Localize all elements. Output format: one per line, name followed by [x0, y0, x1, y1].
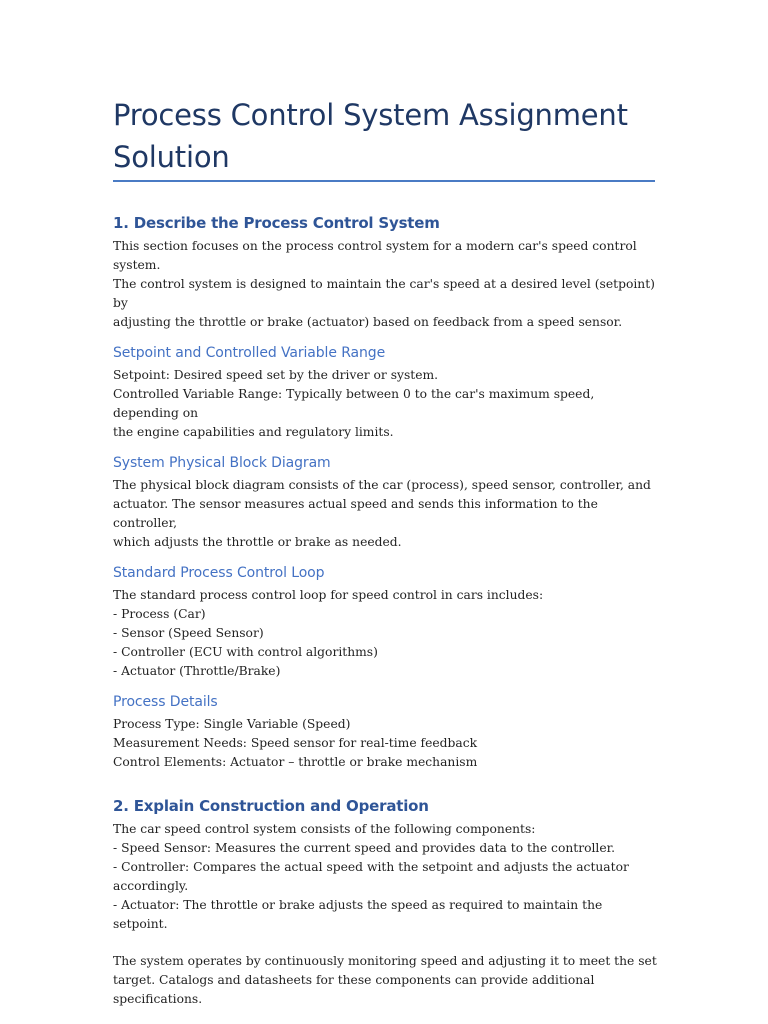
subsection-heading-block-diagram: System Physical Block Diagram	[113, 455, 331, 471]
subsection-setpoint-range	[113, 340, 658, 442]
subsection-control-loop	[113, 560, 658, 681]
section-text-1: This section focuses on the process control system for a modern car's speed control system. The control system is designed to maintain the car's speed at a desired level (setpoint) by adjusting the throttle or brake (actuator) based on feedback from a speed sensor.	[113, 239, 655, 329]
subsection-process-details	[113, 689, 658, 772]
subsection-block-diagram	[113, 450, 658, 552]
document-page	[113, 0, 658, 1024]
subsection-text-block-diagram: The physical block diagram consists of the car (process), speed sensor, controller, and actuator. The sensor measures actual speed and sends this information to the controller, which adjusts the throttle or brake as needed.	[113, 478, 651, 549]
section-heading-1: 1. Describe the Process Control System	[113, 214, 440, 232]
section-heading-2: 2. Explain Construction and Operation	[113, 797, 429, 815]
document-title: Process Control System Assignment Solution	[113, 98, 628, 174]
title-divider	[113, 180, 655, 182]
subsection-text-control-loop: The standard process control loop for speed control in cars includes: - Process (Car) - Sensor (Speed Sensor) - Controller (ECU with control algorithms) - Actuator (Throttle/Brake)	[113, 588, 544, 678]
section-text-2: The car speed control system consists of the following components: - Speed Sensor: Measures the current speed and provides data to the controller. - Controller: Compares the actual speed with the setpoint and adjusts the actuator accordingly. - Actuator: The throttle or brake adjusts the speed as required to maintain the setpoint.	[113, 822, 629, 931]
subsection-heading-control-loop: Standard Process Control Loop	[113, 565, 325, 581]
subsection-text-setpoint: Setpoint: Desired speed set by the driver or system. Controlled Variable Range: Typically between 0 to the car's maximum speed, depending on the engine capabilities and regulatory limits.	[113, 368, 595, 439]
section-construction-operation	[113, 792, 658, 1009]
section-describe-process-control	[113, 209, 658, 332]
section-text-2-operation: The system operates by continuously monitoring speed and adjusting it to meet the set target. Catalogs and datasheets for these components can provide additional specifications.	[113, 954, 657, 1006]
subsection-heading-process-details: Process Details	[113, 694, 218, 710]
document-body	[113, 209, 658, 1009]
subsection-heading-setpoint: Setpoint and Controlled Variable Range	[113, 345, 386, 361]
subsection-text-process-details: Process Type: Single Variable (Speed) Measurement Needs: Speed sensor for real-time feedback Control Elements: Actuator – throttle or brake mechanism	[113, 717, 478, 769]
